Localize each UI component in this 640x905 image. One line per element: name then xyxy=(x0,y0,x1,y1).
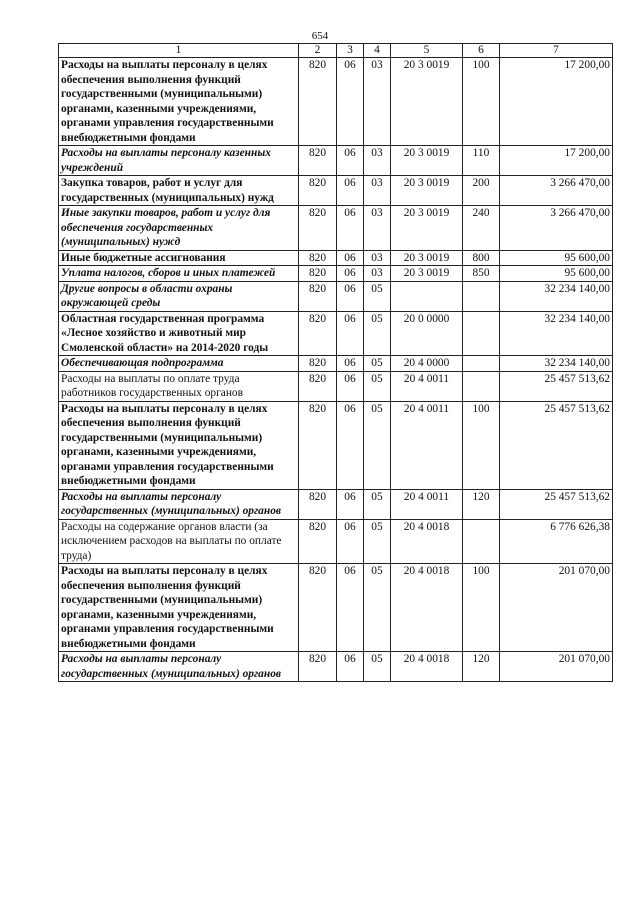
subsection-code: 03 xyxy=(364,266,391,282)
amount: 32 234 140,00 xyxy=(500,281,613,311)
table-row xyxy=(59,519,613,564)
ministry-code: 820 xyxy=(299,281,337,311)
subsection-code: 05 xyxy=(364,519,391,564)
ministry-code: 820 xyxy=(299,311,337,356)
target-article xyxy=(391,281,463,311)
subsection-code: 03 xyxy=(364,146,391,176)
target-article: 20 4 0018 xyxy=(391,564,463,652)
ministry-code: 820 xyxy=(299,652,337,682)
amount: 25 457 513,62 xyxy=(500,371,613,401)
ministry-code: 820 xyxy=(299,58,337,146)
section-code: 06 xyxy=(337,652,364,682)
row-name: Уплата налогов, сборов и иных платежей xyxy=(59,266,299,282)
subsection-code: 05 xyxy=(364,371,391,401)
target-article: 20 3 0019 xyxy=(391,250,463,266)
amount: 95 600,00 xyxy=(500,266,613,282)
row-name: Расходы на выплаты по оплате труда работников государственных органов xyxy=(59,371,299,401)
section-code: 06 xyxy=(337,401,364,489)
row-name: Иные бюджетные ассигнования xyxy=(59,250,299,266)
amount: 32 234 140,00 xyxy=(500,356,613,372)
ministry-code: 820 xyxy=(299,564,337,652)
expense-type: 200 xyxy=(463,176,500,206)
table-row xyxy=(59,206,613,251)
row-name: Расходы на выплаты персоналу в целях обеспечения выполнения функций государственными (муниципальными) органами, казенными учреждениями, органами управления государственными внебюджетными фондами xyxy=(59,401,299,489)
expense-type: 120 xyxy=(463,489,500,519)
table-row xyxy=(59,564,613,652)
amount: 25 457 513,62 xyxy=(500,489,613,519)
target-article: 20 3 0019 xyxy=(391,206,463,251)
expense-type xyxy=(463,371,500,401)
ministry-code: 820 xyxy=(299,489,337,519)
target-article: 20 3 0019 xyxy=(391,146,463,176)
expense-type: 850 xyxy=(463,266,500,282)
table-row xyxy=(59,281,613,311)
ministry-code: 820 xyxy=(299,206,337,251)
target-article: 20 3 0019 xyxy=(391,176,463,206)
subsection-code: 05 xyxy=(364,356,391,372)
header-col-2: 2 xyxy=(299,44,337,58)
row-name: Расходы на выплаты персоналу государственных (муниципальных) органов xyxy=(59,489,299,519)
budget-table xyxy=(58,43,613,682)
subsection-code: 05 xyxy=(364,281,391,311)
row-name: Расходы на выплаты персоналу казенных учреждений xyxy=(59,146,299,176)
amount: 3 266 470,00 xyxy=(500,206,613,251)
table-row xyxy=(59,311,613,356)
row-name: Закупка товаров, работ и услуг для государственных (муниципальных) нужд xyxy=(59,176,299,206)
ministry-code: 820 xyxy=(299,266,337,282)
expense-type: 240 xyxy=(463,206,500,251)
row-name: Расходы на выплаты персоналу в целях обеспечения выполнения функций государственными (муниципальными) органами, казенными учреждениями, органами управления государственными внебюджетными фондами xyxy=(59,58,299,146)
section-code: 06 xyxy=(337,266,364,282)
header-col-7: 7 xyxy=(500,44,613,58)
table-row xyxy=(59,266,613,282)
table-row xyxy=(59,146,613,176)
section-code: 06 xyxy=(337,176,364,206)
row-name: Обеспечивающая подпрограмма xyxy=(59,356,299,372)
subsection-code: 03 xyxy=(364,176,391,206)
amount: 95 600,00 xyxy=(500,250,613,266)
ministry-code: 820 xyxy=(299,371,337,401)
section-code: 06 xyxy=(337,371,364,401)
subsection-code: 05 xyxy=(364,489,391,519)
table-row xyxy=(59,401,613,489)
amount: 6 776 626,38 xyxy=(500,519,613,564)
header-row xyxy=(59,44,613,58)
row-name: Расходы на содержание органов власти (за исключением расходов на выплаты по оплате труда) xyxy=(59,519,299,564)
header-col-6: 6 xyxy=(463,44,500,58)
target-article: 20 4 0011 xyxy=(391,371,463,401)
expense-type xyxy=(463,311,500,356)
header-col-3: 3 xyxy=(337,44,364,58)
expense-type: 110 xyxy=(463,146,500,176)
section-code: 06 xyxy=(337,250,364,266)
row-name: Иные закупки товаров, работ и услуг для обеспечения государственных (муниципальных) нужд xyxy=(59,206,299,251)
expense-type xyxy=(463,356,500,372)
subsection-code: 05 xyxy=(364,564,391,652)
table-row xyxy=(59,250,613,266)
expense-type: 800 xyxy=(463,250,500,266)
table-row xyxy=(59,489,613,519)
subsection-code: 05 xyxy=(364,311,391,356)
table-row xyxy=(59,176,613,206)
amount: 17 200,00 xyxy=(500,146,613,176)
target-article: 20 3 0019 xyxy=(391,266,463,282)
ministry-code: 820 xyxy=(299,519,337,564)
ministry-code: 820 xyxy=(299,146,337,176)
amount: 201 070,00 xyxy=(500,652,613,682)
amount: 201 070,00 xyxy=(500,564,613,652)
table-row xyxy=(59,371,613,401)
subsection-code: 03 xyxy=(364,250,391,266)
section-code: 06 xyxy=(337,58,364,146)
section-code: 06 xyxy=(337,519,364,564)
subsection-code: 05 xyxy=(364,401,391,489)
target-article: 20 4 0011 xyxy=(391,489,463,519)
expense-type: 100 xyxy=(463,564,500,652)
page-number: 654 xyxy=(311,30,329,42)
table-row xyxy=(59,58,613,146)
target-article: 20 4 0011 xyxy=(391,401,463,489)
section-code: 06 xyxy=(337,564,364,652)
section-code: 06 xyxy=(337,311,364,356)
section-code: 06 xyxy=(337,281,364,311)
table-row xyxy=(59,652,613,682)
row-name: Областная государственная программа «Лесное хозяйство и животный мир Смоленской области» на 2014-2020 годы xyxy=(59,311,299,356)
subsection-code: 03 xyxy=(364,206,391,251)
ministry-code: 820 xyxy=(299,356,337,372)
header-col-4: 4 xyxy=(364,44,391,58)
section-code: 06 xyxy=(337,146,364,176)
subsection-code: 05 xyxy=(364,652,391,682)
target-article: 20 3 0019 xyxy=(391,58,463,146)
expense-type xyxy=(463,281,500,311)
row-name: Другие вопросы в области охраны окружающей среды xyxy=(59,281,299,311)
row-name: Расходы на выплаты персоналу в целях обеспечения выполнения функций государственными (муниципальными) органами, казенными учреждениями, органами управления государственными внебюджетными фондами xyxy=(59,564,299,652)
expense-type: 100 xyxy=(463,401,500,489)
ministry-code: 820 xyxy=(299,401,337,489)
section-code: 06 xyxy=(337,489,364,519)
amount: 25 457 513,62 xyxy=(500,401,613,489)
table-row xyxy=(59,356,613,372)
target-article: 20 4 0000 xyxy=(391,356,463,372)
ministry-code: 820 xyxy=(299,176,337,206)
ministry-code: 820 xyxy=(299,250,337,266)
amount: 32 234 140,00 xyxy=(500,311,613,356)
expense-type: 100 xyxy=(463,58,500,146)
row-name: Расходы на выплаты персоналу государственных (муниципальных) органов xyxy=(59,652,299,682)
subsection-code: 03 xyxy=(364,58,391,146)
amount: 3 266 470,00 xyxy=(500,176,613,206)
target-article: 20 4 0018 xyxy=(391,652,463,682)
target-article: 20 4 0018 xyxy=(391,519,463,564)
target-article: 20 0 0000 xyxy=(391,311,463,356)
section-code: 06 xyxy=(337,206,364,251)
expense-type xyxy=(463,519,500,564)
header-col-5: 5 xyxy=(391,44,463,58)
expense-type: 120 xyxy=(463,652,500,682)
amount: 17 200,00 xyxy=(500,58,613,146)
header-col-1: 1 xyxy=(59,44,299,58)
section-code: 06 xyxy=(337,356,364,372)
